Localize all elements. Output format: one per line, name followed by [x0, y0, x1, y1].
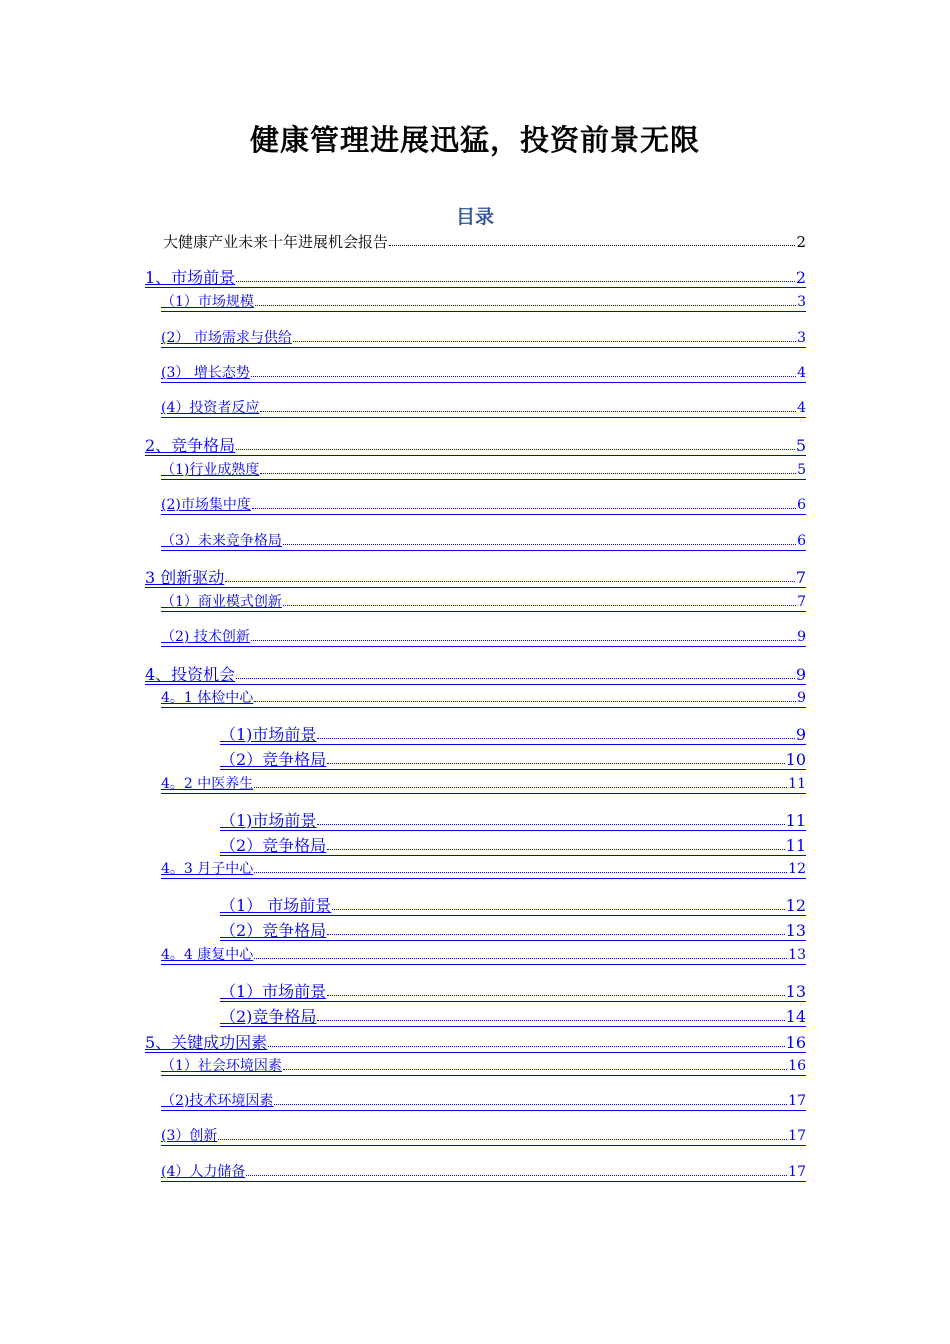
toc-entry-page: 9	[797, 690, 806, 706]
toc-entry-title: （1)市场前景	[220, 725, 317, 744]
toc-entry-page: 13	[785, 921, 806, 940]
toc-entry-title: 5、关键成功因素	[145, 1033, 268, 1052]
toc-entry[interactable]	[145, 665, 806, 685]
toc-dot-leader	[218, 1139, 787, 1140]
toc-entry[interactable]	[220, 982, 806, 1002]
toc-entry[interactable]	[145, 436, 806, 456]
toc-entry-title: （1）市场前景	[220, 982, 327, 1001]
toc-entry-page: 10	[785, 750, 806, 769]
toc-entry-title: (2)市场集中度	[161, 497, 251, 513]
toc-entry[interactable]	[161, 947, 806, 965]
toc-entry-page: 17	[788, 1128, 806, 1144]
toc-heading: 目录	[455, 206, 494, 228]
toc-dot-leader	[268, 1046, 784, 1047]
toc-entry[interactable]	[161, 400, 806, 418]
toc-entry-page: 16	[788, 1058, 806, 1074]
toc-entry-page: 11	[785, 836, 806, 855]
toc-entry-page: 4	[797, 365, 806, 381]
toc-entry-page: 17	[788, 1164, 806, 1180]
toc-entry-page: 2	[796, 233, 806, 251]
toc-entry[interactable]	[145, 1033, 806, 1053]
toc-entry-title: （1）商业模式创新	[161, 594, 282, 610]
toc-entry[interactable]	[163, 233, 806, 251]
toc-dot-leader	[327, 934, 784, 935]
toc-dot-leader	[236, 678, 795, 679]
toc-entry-title: 4。3 月子中心	[161, 861, 254, 877]
toc-entry-page: 11	[785, 811, 806, 830]
toc-entry-page: 14	[785, 1007, 806, 1026]
toc-entry-title: （1）社会环境因素	[161, 1058, 282, 1074]
toc-dot-leader	[246, 1175, 787, 1176]
toc-entry-page: 16	[785, 1033, 806, 1052]
toc-entry-title: (2） 市场需求与供给	[161, 330, 292, 346]
toc-entry-page: 9	[797, 629, 806, 645]
toc-dot-leader	[254, 872, 787, 873]
toc-entry-page: 6	[797, 533, 806, 549]
toc-entry-title: 大健康产业未来十年进展机会报告	[163, 233, 389, 251]
toc-entry-page: 12	[788, 861, 806, 877]
toc-entry-title: 4。1 体检中心	[161, 690, 254, 706]
toc-entry[interactable]	[161, 1128, 806, 1146]
document-title: 健康管理进展迅猛，投资前景无限	[249, 123, 700, 157]
toc-dot-leader	[327, 995, 784, 996]
toc-entry[interactable]	[220, 836, 806, 856]
toc-entry-page: 9	[795, 725, 806, 744]
toc-entry[interactable]	[161, 1058, 806, 1076]
toc-entry-page: 4	[797, 400, 806, 416]
toc-dot-leader	[236, 449, 795, 450]
toc-dot-leader	[252, 508, 796, 509]
toc-dot-leader	[236, 281, 795, 282]
toc-entry-title: (4）投资者反应	[161, 400, 260, 416]
toc-entry[interactable]	[145, 568, 806, 588]
toc-entry-title: 2、竞争格局	[145, 436, 236, 455]
toc-entry-title: （1）市场规模	[161, 294, 254, 310]
toc-entry[interactable]	[220, 725, 806, 745]
toc-dot-leader	[274, 1104, 787, 1105]
toc-dot-leader	[251, 640, 796, 641]
toc-entry[interactable]	[220, 896, 806, 916]
toc-dot-leader	[225, 581, 795, 582]
toc-entry[interactable]	[161, 629, 806, 647]
toc-entry-title: （2) 技术创新	[161, 629, 250, 645]
toc-entry[interactable]	[220, 811, 806, 831]
toc-entry-title: 3 创新驱动	[145, 568, 225, 587]
toc-entry-title: （2）竞争格局	[220, 921, 327, 940]
toc-dot-leader	[327, 763, 784, 764]
toc-dot-leader	[260, 473, 796, 474]
toc-entry-title: （1)市场前景	[220, 811, 317, 830]
toc-entry-page: 7	[797, 594, 806, 610]
toc-entry[interactable]	[161, 1093, 806, 1111]
toc-dot-leader	[260, 411, 796, 412]
toc-entry-page: 3	[797, 294, 806, 310]
toc-entry-title: 1、市场前景	[145, 268, 236, 287]
toc-entry[interactable]	[161, 690, 806, 708]
toc-entry-page: 6	[797, 497, 806, 513]
toc-entry-title: （2)竞争格局	[220, 1007, 317, 1026]
toc-entry[interactable]	[145, 268, 806, 288]
toc-entry-title: （3）未来竞争格局	[161, 533, 282, 549]
toc-entry[interactable]	[161, 294, 806, 312]
toc-entry[interactable]	[161, 1164, 806, 1182]
toc-entry-page: 5	[795, 436, 806, 455]
toc-entry-title: 4。2 中医养生	[161, 776, 254, 792]
toc-entry-page: 12	[785, 896, 806, 915]
toc-dot-leader	[389, 245, 795, 246]
toc-entry-title: （2）竞争格局	[220, 836, 327, 855]
toc-entry[interactable]	[220, 750, 806, 770]
toc-entry[interactable]	[220, 921, 806, 941]
toc-entry-title: (3）创新	[161, 1128, 218, 1144]
toc-entry-title: （1） 市场前景	[220, 896, 332, 915]
toc-dot-leader	[327, 849, 784, 850]
toc-entry-page: 9	[795, 665, 806, 684]
toc-entry-title: (3） 增长态势	[161, 365, 250, 381]
toc-entry-title: 4。4 康复中心	[161, 947, 254, 963]
toc-entry-title: （1)行业成熟度	[161, 462, 260, 478]
toc-entry-title: 4、投资机会	[145, 665, 236, 684]
toc-dot-leader	[254, 701, 796, 702]
toc-entry-page: 17	[788, 1093, 806, 1109]
toc-dot-leader	[255, 305, 796, 306]
toc-entry-page: 13	[785, 982, 806, 1001]
toc-dot-leader	[317, 1020, 784, 1021]
toc-dot-leader	[293, 341, 796, 342]
toc-entry[interactable]	[161, 365, 806, 383]
toc-dot-leader	[283, 605, 796, 606]
toc-entry[interactable]	[161, 462, 806, 480]
toc-dot-leader	[254, 787, 787, 788]
toc-entry-title: (4）人力储备	[161, 1164, 246, 1180]
toc-entry-page: 2	[795, 268, 806, 287]
toc-entry[interactable]	[161, 330, 806, 348]
toc-dot-leader	[317, 824, 784, 825]
toc-dot-leader	[317, 738, 794, 739]
toc-entry[interactable]	[220, 1007, 806, 1027]
toc-dot-leader	[283, 544, 796, 545]
toc-entry-page: 3	[797, 330, 806, 346]
toc-dot-leader	[254, 958, 787, 959]
toc-entry-title: （2)技术环境因素	[161, 1093, 274, 1109]
toc-entry-page: 7	[795, 568, 806, 587]
toc-entry[interactable]	[161, 776, 806, 794]
toc-entry-page: 13	[788, 947, 806, 963]
toc-entry[interactable]	[161, 533, 806, 551]
toc-entry[interactable]	[161, 861, 806, 879]
toc-dot-leader	[332, 909, 784, 910]
toc-entry-page: 5	[797, 462, 806, 478]
toc-entry[interactable]	[161, 594, 806, 612]
toc-dot-leader	[251, 376, 796, 377]
toc-entry[interactable]	[161, 497, 806, 515]
toc-entry-title: （2）竞争格局	[220, 750, 327, 769]
toc-dot-leader	[283, 1069, 787, 1070]
toc-entry-page: 11	[788, 776, 806, 792]
